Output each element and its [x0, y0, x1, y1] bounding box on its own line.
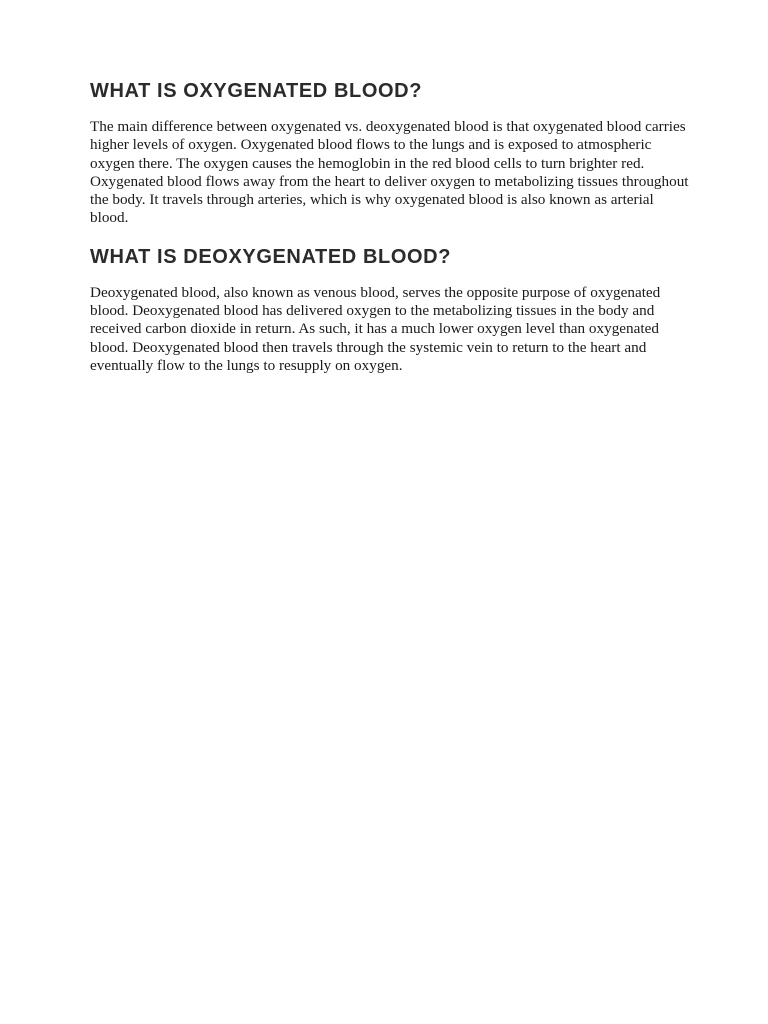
section-heading: WHAT IS OXYGENATED BLOOD?	[90, 80, 423, 102]
section-heading: WHAT IS DEOXYGENATED BLOOD?	[90, 245, 452, 268]
section-paragraph: Deoxygenated blood, also known as venous blood, serves the opposite purpose of oxygenated blood. Deoxygenated blood has delivered oxygen to the metabolizing tissues in the body and received carbon dioxide in return. As such, it has a much lower oxygen level than oxygenated blood. Deoxygenated blood then travels through the systemic vein to return to the heart and eventually flow to the lungs to resupply on oxygen.	[90, 283, 661, 374]
document-content	[90, 78, 690, 391]
section-paragraph: The main difference between oxygenated vs. deoxygenated blood is that oxygenated blood carries higher levels of oxygen. Oxygenated blood flows to the lungs and is exposed to atmospheric oxygen there. The oxygen causes the hemoglobin in the red blood cells to turn brighter red. Oxygenated blood flows away from the heart to deliver oxygen to metabolizing tissues throughout the body. It travels through arteries, which is why oxygenated blood is also known as arterial blood.	[90, 118, 689, 227]
section-oxygenated-blood	[90, 78, 690, 228]
section-deoxygenated-blood	[90, 244, 690, 375]
